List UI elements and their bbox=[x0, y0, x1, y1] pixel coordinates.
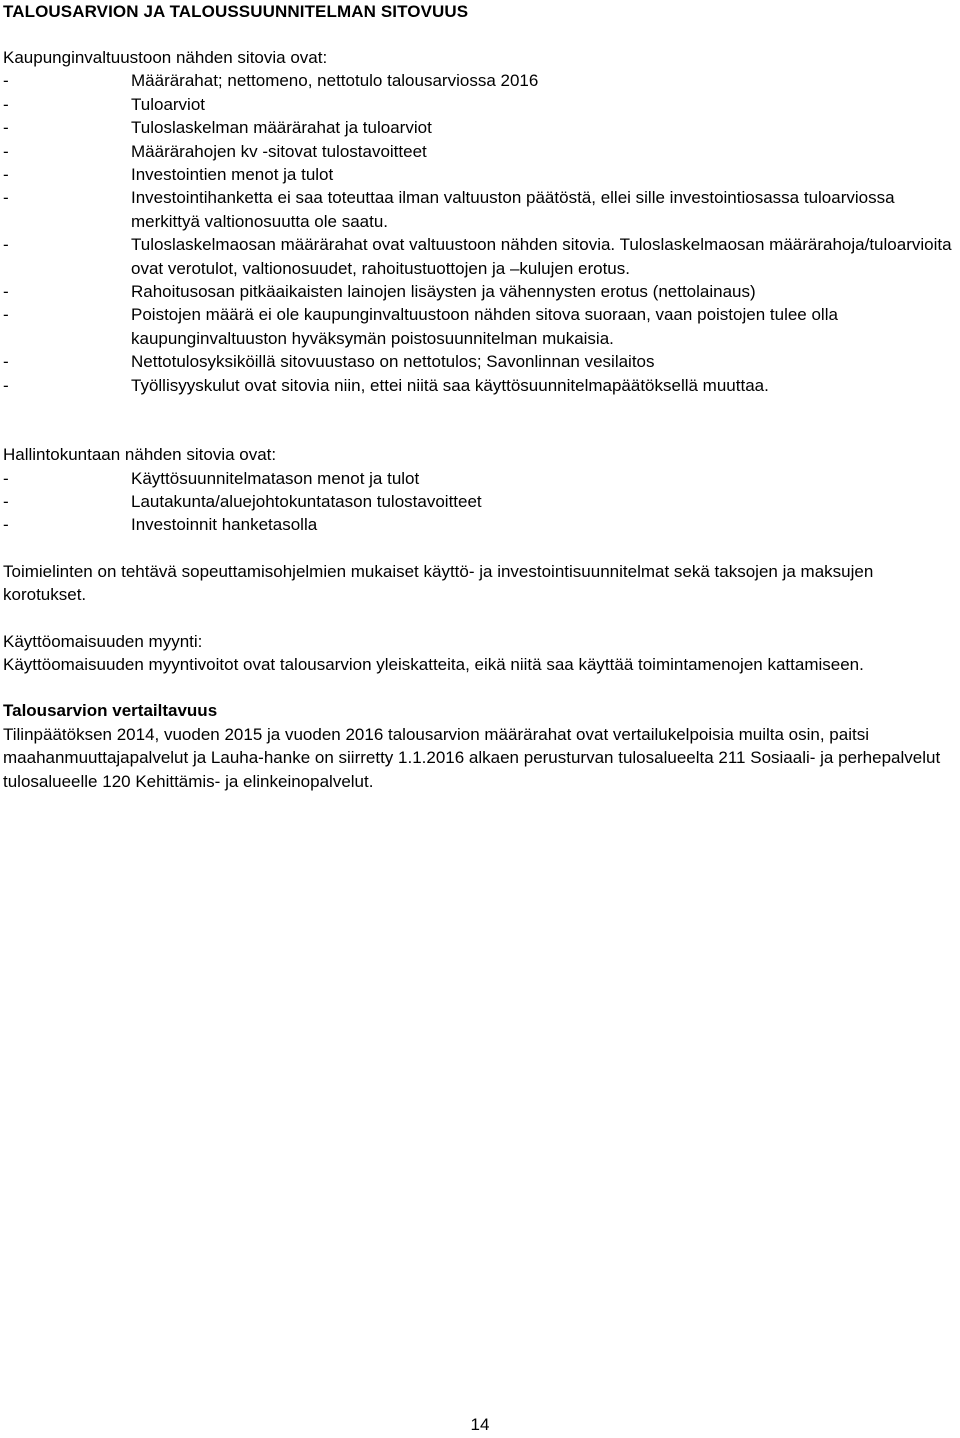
list-item bbox=[3, 350, 957, 373]
list-item-text: Nettotulosyksiköillä sitovuustaso on nettotulos; Savonlinnan vesilaitos bbox=[131, 352, 655, 372]
list-item bbox=[3, 140, 957, 163]
comparability-text: Tilinpäätöksen 2014, vuoden 2015 ja vuoden 2016 talousarvion määrärahat ovat vertailukelpoisia muilta osin, paitsi maahanmuuttajapalvelut ja Lauha-hanke on siirretty 1.1.2016 alkaen perusturvan tulosalueelta 211 Sosiaali- ja perhepalvelut tulosalueelle 120 Kehittämis- ja elinkeinopalvelut. bbox=[3, 724, 941, 791]
list-item-text: Investointihanketta ei saa toteuttaa ilman valtuuston päätöstä, ellei sille investointiosassa tuloarviossa merkittyä valtionosuutta ole saatu. bbox=[131, 188, 895, 231]
list-item bbox=[3, 280, 957, 303]
dash-bullet: - bbox=[3, 352, 9, 372]
list-item-text: Rahoitusosan pitkäaikaisten lainojen lisäysten ja vähennysten erotus (nettolainaus) bbox=[131, 282, 756, 302]
spacer bbox=[3, 607, 957, 630]
list-item bbox=[3, 116, 957, 139]
dash-bullet: - bbox=[3, 71, 9, 91]
council-list bbox=[3, 69, 957, 397]
dash-bullet: - bbox=[3, 188, 9, 208]
list-item-text: Tuloslaskelman määrärahat ja tuloarviot bbox=[131, 118, 432, 138]
spacer bbox=[3, 676, 957, 699]
document-title: TALOUSARVION JA TALOUSSUUNNITELMAN SITOVUUS bbox=[3, 2, 469, 21]
list-item bbox=[3, 93, 957, 116]
list-item-text: Poistojen määrä ei ole kaupunginvaltuustoon nähden sitova suoraan, vaan poistojen tulee olla kaupunginvaltuuston hyväksymän poistosuunnitelman mukaisia. bbox=[131, 305, 838, 348]
agencies-paragraph: Toimielinten on tehtävä sopeuttamisohjelmien mukaiset käyttö- ja investointisuunnitelmat sekä taksojen ja maksujen korotukset. bbox=[3, 561, 874, 605]
spacer bbox=[3, 24, 957, 46]
document-page bbox=[3, 0, 957, 793]
dash-bullet: - bbox=[3, 305, 9, 325]
dash-bullet: - bbox=[3, 282, 9, 302]
council-intro: Kaupunginvaltuustoon nähden sitovia ovat: bbox=[3, 48, 328, 67]
list-item-text: Tuloarviot bbox=[131, 94, 206, 114]
dash-bullet: - bbox=[3, 94, 9, 114]
page-number: 14 bbox=[470, 1415, 490, 1434]
dash-bullet: - bbox=[3, 375, 9, 395]
list-item-text: Käyttösuunnitelmatason menot ja tulot bbox=[131, 468, 420, 488]
spacer bbox=[3, 397, 957, 443]
dash-bullet: - bbox=[3, 491, 9, 511]
dash-bullet: - bbox=[3, 468, 9, 488]
list-item-text: Työllisyyskulut ovat sitovia niin, ettei niitä saa käyttösuunnitelmapäätöksellä muuttaa. bbox=[131, 375, 769, 395]
dash-bullet: - bbox=[3, 235, 9, 255]
list-item bbox=[3, 69, 957, 92]
dash-bullet: - bbox=[3, 515, 9, 535]
list-item bbox=[3, 186, 957, 233]
boards-list bbox=[3, 467, 957, 537]
spacer bbox=[3, 537, 957, 560]
list-item bbox=[3, 374, 957, 397]
list-item-text: Investoinnit hanketasolla bbox=[131, 515, 318, 535]
list-item bbox=[3, 513, 957, 536]
asset-sale-text: Käyttöomaisuuden myyntivoitot ovat talousarvion yleiskatteita, eikä niitä saa käyttää toimintamenojen kattamiseen. bbox=[3, 654, 864, 674]
list-item-text: Tuloslaskelmaosan määrärahat ovat valtuustoon nähden sitovia. Tuloslaskelmaosan määrärahoja/tuloarvioita ovat verotulot, valtionosuudet, rahoitustuottojen ja –kulujen erotus. bbox=[131, 235, 952, 278]
list-item-text: Määrärahojen kv -sitovat tulostavoitteet bbox=[131, 141, 427, 161]
comparability-heading: Talousarvion vertailtavuus bbox=[3, 701, 218, 721]
list-item bbox=[3, 467, 957, 490]
asset-sale-heading: Käyttöomaisuuden myynti: bbox=[3, 631, 203, 651]
list-item bbox=[3, 233, 957, 280]
list-item-text: Määrärahat; nettomeno, nettotulo talousarviossa 2016 bbox=[131, 71, 539, 91]
boards-intro: Hallintokuntaan nähden sitovia ovat: bbox=[3, 445, 277, 465]
list-item-text: Lautakunta/aluejohtokuntatason tulostavoitteet bbox=[131, 491, 482, 511]
list-item bbox=[3, 490, 957, 513]
list-item-text: Investointien menot ja tulot bbox=[131, 165, 334, 185]
list-item bbox=[3, 303, 957, 350]
list-item bbox=[3, 163, 957, 186]
dash-bullet: - bbox=[3, 118, 9, 138]
dash-bullet: - bbox=[3, 141, 9, 161]
dash-bullet: - bbox=[3, 165, 9, 185]
